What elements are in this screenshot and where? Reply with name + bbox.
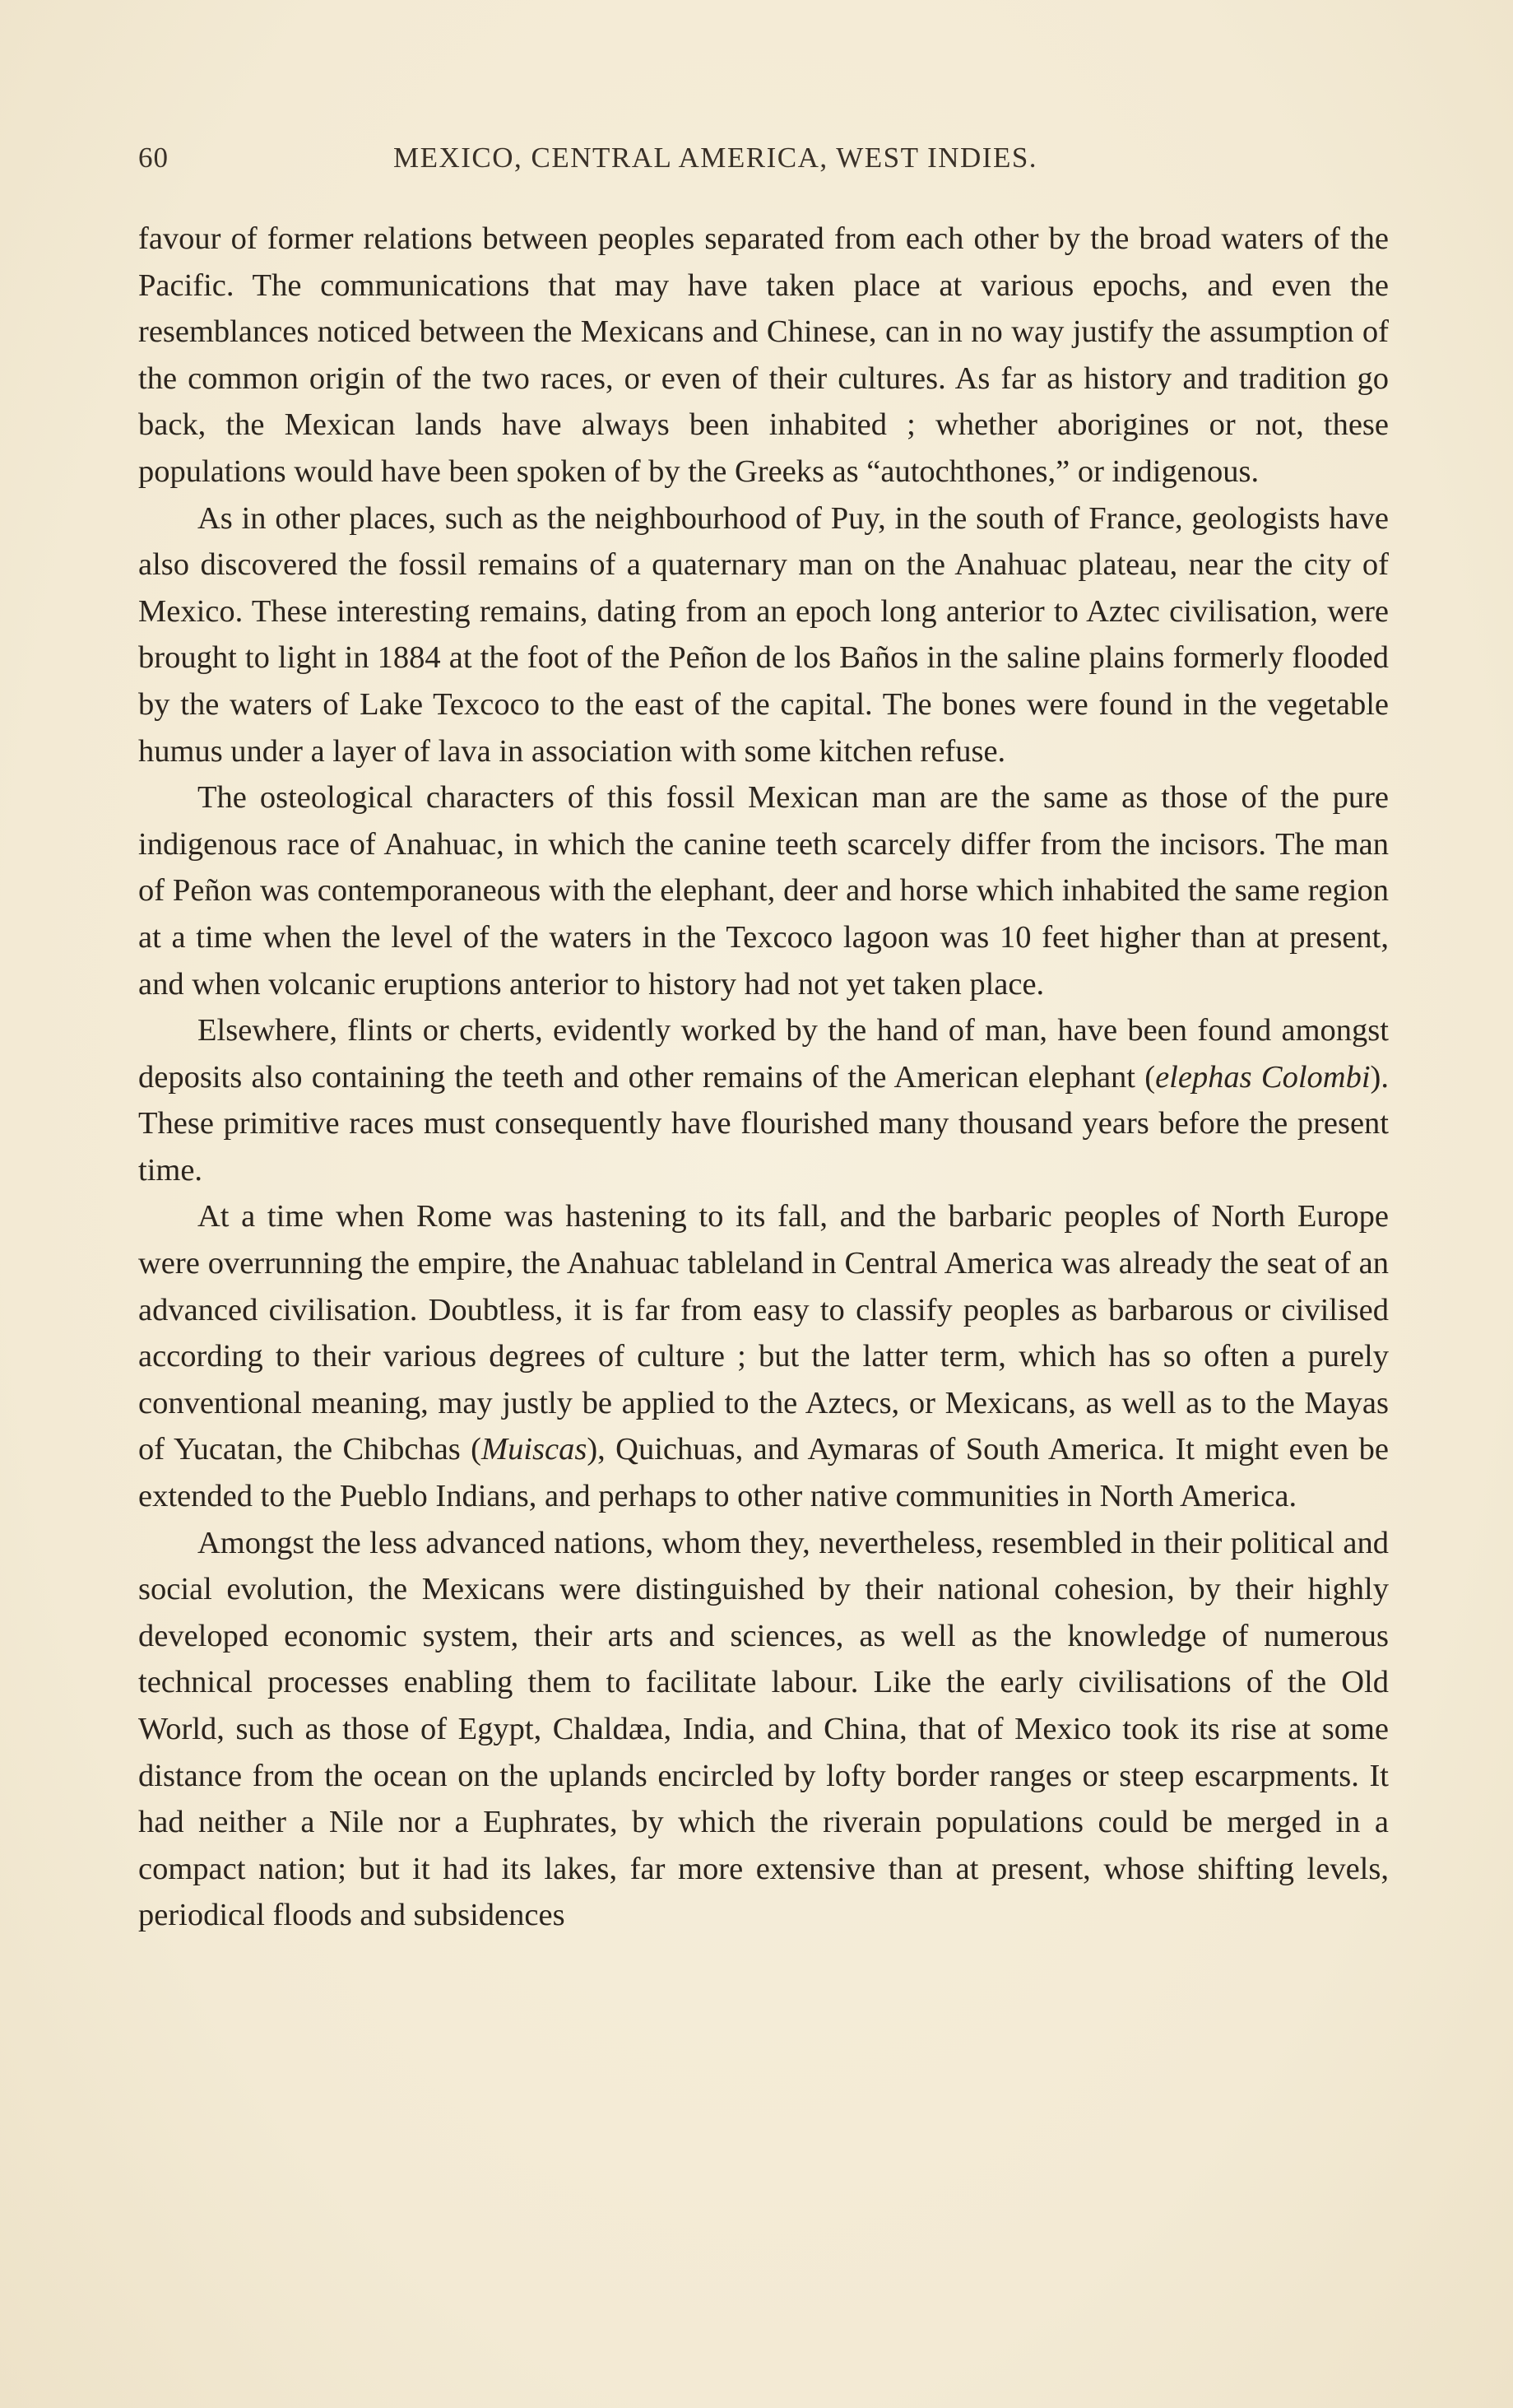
- running-head: [138, 142, 1389, 191]
- italic-text: elephas Colombi: [1155, 1059, 1371, 1095]
- paragraph: [138, 1520, 1389, 1939]
- italic-text: Muiscas: [481, 1432, 587, 1467]
- running-title: MEXICO, CENTRAL AMERICA, WEST INDIES.: [393, 142, 1038, 174]
- paragraph: [138, 774, 1389, 1007]
- paragraph: [138, 1007, 1389, 1193]
- text-run: ). These primitive races must consequently have flourished many thousand years before the present time.: [138, 1059, 1389, 1188]
- text-run: ), Quichuas, and Aymaras of South America. It might even be extended to the Pueblo Indians, and perhaps to other native communities in North America.: [138, 1432, 1390, 1514]
- paragraph: [138, 495, 1389, 775]
- text-run: Elsewhere, flints or cherts, evidently worked by the hand of man, have been found amongst deposits also containing the teeth and other remains of the American elephant (: [138, 1013, 1389, 1095]
- text-run: Amongst the less advanced nations, whom they, nevertheless, resembled in their political and social evolution, the Mexicans were distinguished by their national cohesion, by their highly developed economic system, their arts and sciences, as well as the knowledge of numerous technical processes enabling them to facilitate labour. Like the early civilisations of the Old World, such as those of Egypt, Chaldæa, India, and China, that of Mexico took its rise at some distance from the ocean on the uplands encircled by lofty border ranges or steep escarpments. It had neither a Nile nor a Euphrates, by which the riverain populations could be merged in a compact nation; but it had its lakes, far more extensive than at present, whose shifting levels, periodical floods and subsidences: [138, 1525, 1389, 1933]
- text-run: At a time when Rome was hastening to its fall, and the barbaric peoples of North Europe were overrunning the empire, the Anahuac tableland in Central America was already the seat of an advanced civilisation. Doubtless, it is far from easy to classify peoples as barbarous or civilised according to their various degrees of culture ; but the latter term, which has so often a purely conventional meaning, may justly be applied to the Aztecs, or Mexicans, as well as to the Mayas of Yucatan, the Chibchas (: [138, 1199, 1389, 1467]
- body-text: [138, 216, 1389, 1939]
- text-run: As in other places, such as the neighbourhood of Puy, in the south of France, geologists have also discovered the fossil remains of a quaternary man on the Anahuac plateau, near the city of Mexico. These interesting remains, dating from an epoch long anterior to Aztec civilisation, were brought to light in 1884 at the foot of the Peñon de los Baños in the saline plains formerly flooded by the waters of Lake Texcoco to the east of the capital. The bones were found in the vegetable humus under a layer of lava in association with some kitchen refuse.: [138, 500, 1389, 769]
- paragraph: [138, 216, 1389, 495]
- page-number: 60: [138, 142, 169, 174]
- text-run: The osteological characters of this fossil Mexican man are the same as those of the pure indigenous race of Anahuac, in which the canine teeth scarcely differ from the incisors. The man of Peñon was contemporaneous with the elephant, deer and horse which inhabited the same region at a time when the level of the waters in the Texcoco lagoon was 10 feet higher than at present, and when volcanic eruptions anterior to history had not yet taken place.: [138, 780, 1389, 1002]
- paragraph: [138, 1193, 1389, 1519]
- text-run: favour of former relations between peoples separated from each other by the broad waters of the Pacific. The communications that may have taken place at various epochs, and even the resemblances noticed between the Mexicans and Chinese, can in no way justify the assumption of the common origin of the two races, or even of their cultures. As far as history and tradition go back, the Mexican lands have always been inhabited ; whether aborigines or not, these populations would have been spoken of by the Greeks as “autochthones,” or indigenous.: [138, 221, 1389, 489]
